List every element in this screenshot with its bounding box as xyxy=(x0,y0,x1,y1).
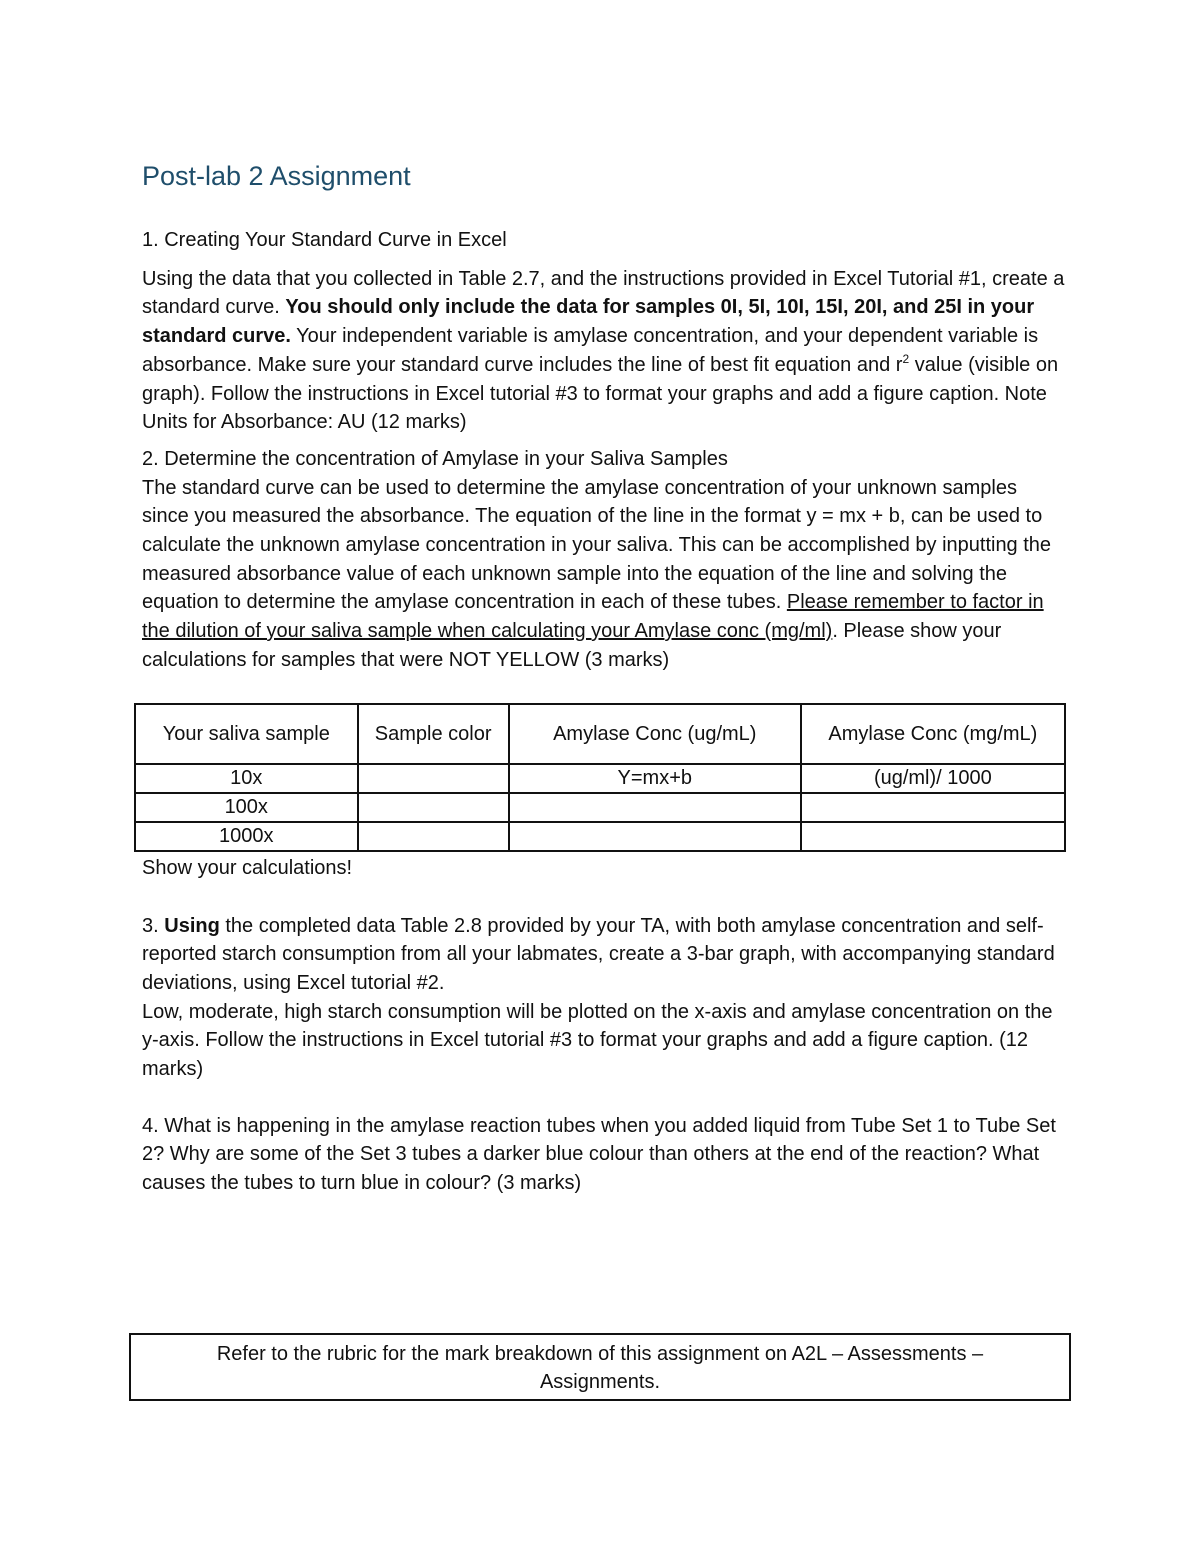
table-cell: 10x xyxy=(135,764,358,793)
header-amylase-mg: Amylase Conc (mg/mL) xyxy=(801,704,1065,764)
table-header-row xyxy=(135,704,1065,764)
table-cell[interactable] xyxy=(358,822,509,851)
table-row xyxy=(135,822,1065,851)
question-1 xyxy=(142,226,1067,437)
question-2-text-a: The standard curve can be used to determine the amylase concentration of your unknown samples since you measured the absorbance. The equation of the line in the format y = mx + b, can be used to calculate the unknown amylase concentration in your saliva. This can be accomplished by inputting the measured absorbance value of each unknown sample into the equation of the line and solving the equation to determine the amylase concentration in each of these tubes. xyxy=(142,476,1052,614)
table-cell[interactable] xyxy=(358,764,509,793)
question-2-heading: 2. Determine the concentration of Amylase in your Saliva Samples xyxy=(142,447,728,470)
table-row xyxy=(135,764,1065,793)
table-cell[interactable] xyxy=(801,822,1065,851)
header-sample-color: Sample color xyxy=(358,704,509,764)
question-1-text xyxy=(142,265,1067,437)
table-cell[interactable]: (ug/ml)/ 1000 xyxy=(801,764,1065,793)
question-3-prefix: 3. xyxy=(142,914,165,937)
question-1-bold-instruction: You should only include the data for samples 0I, 5I, 10I, 15I, 20I, and 25I in your standard curve. xyxy=(142,296,1035,348)
question-1-text-b: Your independent variable is amylase concentration, and your dependent variable is absorbance. Make sure your standard curve includes the line of best fit equation and r xyxy=(142,325,1039,376)
rubric-note-line-1: Refer to the rubric for the mark breakdown of this assignment on A2L – Assessments – xyxy=(216,1343,984,1365)
question-3 xyxy=(142,912,1067,1084)
table-cell[interactable] xyxy=(801,793,1065,822)
table-cell: 1000x xyxy=(135,822,358,851)
document-body xyxy=(142,156,1067,1198)
table-cell[interactable] xyxy=(509,822,801,851)
table-cell[interactable]: Y=mx+b xyxy=(509,764,801,793)
question-1-text-c: value (visible on graph). Follow the instructions in Excel tutorial #3 to format your graphs and add a figure caption. Note Units for Absorbance: AU (12 marks) xyxy=(142,353,1059,434)
show-calculations-note: Show your calculations! xyxy=(142,856,353,879)
question-3-text-b: Low, moderate, high starch consumption will be plotted on the x-axis and amylase concentration on the y-axis. Follow the instructions in Excel tutorial #3 to format your graphs and add a figure caption. (12 marks) xyxy=(142,1000,1053,1081)
question-1-heading: 1. Creating Your Standard Curve in Excel xyxy=(142,229,507,251)
question-2-text xyxy=(142,474,1067,675)
question-3-text-a: the completed data Table 2.8 provided by your TA, with both amylase concentration and self-reported starch consumption from all your labmates, create a 3-bar graph, with accompanying standard deviations, using Excel tutorial #2. xyxy=(142,914,1055,994)
question-1-text-a: Using the data that you collected in Table 2.7, and the instructions provided in Excel Tutorial #1, create a standard curve. xyxy=(142,267,1065,319)
page-title: Post-lab 2 Assignment xyxy=(142,161,411,191)
table-cell[interactable] xyxy=(509,793,801,822)
table-cell: 100x xyxy=(135,793,358,822)
question-4 xyxy=(142,1112,1067,1198)
saliva-sample-table xyxy=(134,703,1066,852)
table-row xyxy=(135,793,1065,822)
question-3-bold-using: Using xyxy=(164,914,220,937)
header-amylase-ug: Amylase Conc (ug/mL) xyxy=(509,704,801,764)
table-cell[interactable] xyxy=(358,793,509,822)
question-3-text xyxy=(142,912,1067,998)
question-4-text: 4. What is happening in the amylase reaction tubes when you added liquid from Tube Set 1 to Tube Set 2? Why are some of the Set 3 tubes a darker blue colour than others at the end of the reaction? What causes the tubes to turn blue in colour? (3 marks) xyxy=(142,1114,1056,1195)
question-2-text-b: . Please show your calculations for samples that were NOT YELLOW (3 marks) xyxy=(142,620,1002,671)
question-2 xyxy=(142,445,1067,882)
rubric-note-line-2: Assignments. xyxy=(539,1371,661,1393)
header-saliva-sample: Your saliva sample xyxy=(135,704,358,764)
question-2-dilution-note: Please remember to factor in the dilution of your saliva sample when calculating your Amylase conc (mg/ml) xyxy=(142,591,1044,643)
superscript-2: 2 xyxy=(902,351,910,366)
rubric-note-box xyxy=(129,1333,1071,1401)
